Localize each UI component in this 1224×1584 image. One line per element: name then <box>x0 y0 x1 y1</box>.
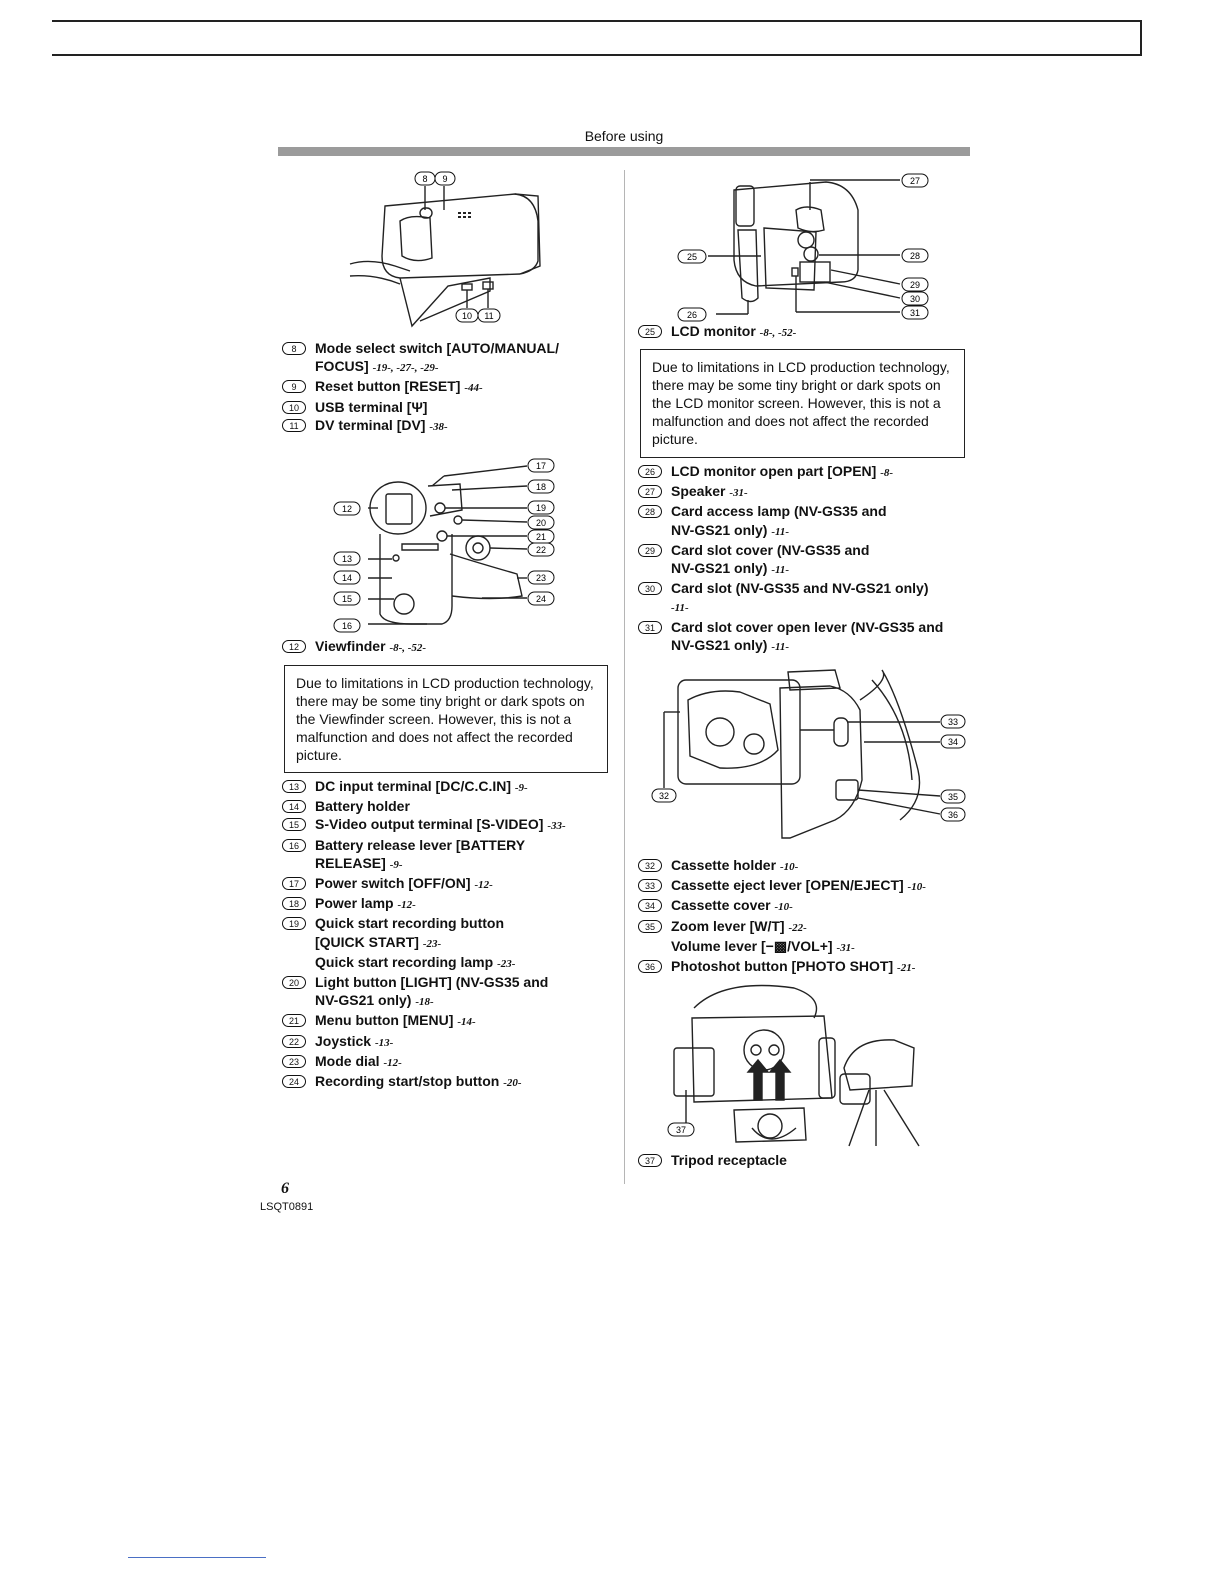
callout-12: 12 <box>341 504 353 514</box>
callout-16: 16 <box>341 621 353 631</box>
list-item: 23 Mode dial -12- <box>282 1052 612 1072</box>
list-item: 29 Card slot cover (NV-GS35 and NV-GS21 only) -11- <box>638 541 978 579</box>
lcd-note-box: Due to limitations in LCD production technology, there may be some tiny bright or dark spots on the LCD monitor screen. However, this is not a malfunction and does not affect the recorded picture. <box>640 349 965 458</box>
callout-33: 33 <box>947 717 959 727</box>
callout-30: 30 <box>909 294 921 304</box>
figure-camera-side-terminals <box>340 166 550 328</box>
figure-tripod-receptacle <box>664 978 926 1148</box>
callout-19: 19 <box>535 503 547 513</box>
list-item: 11 DV terminal [DV] -38- <box>282 416 612 436</box>
callout-23: 23 <box>535 573 547 583</box>
parts-list-8-11 <box>282 339 612 436</box>
list-item: 12 Viewfinder -8-, -52- <box>282 637 612 657</box>
list-item: 9 Reset button [RESET] -44- <box>282 377 612 397</box>
page-number: 6 <box>281 1180 289 1197</box>
list-item: 25 LCD monitor -8-, -52- <box>638 322 978 342</box>
callout-36: 36 <box>947 810 959 820</box>
callout-29: 29 <box>909 280 921 290</box>
callout-10: 10 <box>461 311 473 321</box>
parts-list-37 <box>638 1151 978 1169</box>
callout-26: 26 <box>686 310 698 320</box>
list-item: Volume lever [−▩/VOL+] -31- <box>671 937 855 954</box>
list-item: 15 S-Video output terminal [S-VIDEO] -33- <box>282 815 612 835</box>
callout-31: 31 <box>909 308 921 318</box>
parts-list-26-31 <box>638 462 978 656</box>
list-item: 8 Mode select switch [AUTO/MANUAL/ FOCUS] -19-, -27-, -29- <box>282 339 612 377</box>
list-item: 17 Power switch [OFF/ON] -12- <box>282 874 612 894</box>
callout-9: 9 <box>442 174 448 184</box>
document-code: LSQT0891 <box>260 1201 314 1213</box>
list-item: 32 Cassette holder -10- <box>638 856 978 876</box>
callout-20: 20 <box>535 518 547 528</box>
list-item: 19 Quick start recording button [QUICK START] -23- <box>282 914 612 952</box>
list-item: 31 Card slot cover open lever (NV-GS35 and NV-GS21 only) -11- <box>638 618 978 656</box>
parts-list-32-36 <box>638 856 978 977</box>
callout-15: 15 <box>341 594 353 604</box>
list-item: 30 Card slot (NV-GS35 and NV-GS21 only) -11- <box>638 579 978 617</box>
callout-24: 24 <box>535 594 547 604</box>
callout-28: 28 <box>909 251 921 261</box>
callout-35: 35 <box>947 792 959 802</box>
list-item: 14 Battery holder <box>282 797 612 815</box>
viewfinder-note-box: Due to limitations in LCD production technology, there may be some tiny bright or dark spots on the Viewfinder screen. However, this is not a malfunction and does not affect the recorded picture. <box>284 665 608 773</box>
callout-18: 18 <box>535 482 547 492</box>
callout-17: 17 <box>535 461 547 471</box>
list-item: 37 Tripod receptacle <box>638 1151 978 1169</box>
section-title-bar <box>278 147 970 156</box>
parts-list-13-24 <box>282 777 612 1092</box>
footnote-rule <box>128 1557 266 1558</box>
callout-8: 8 <box>422 174 428 184</box>
list-item: 21 Menu button [MENU] -14- <box>282 1011 612 1031</box>
callout-27: 27 <box>909 176 921 186</box>
callout-25: 25 <box>686 252 698 262</box>
list-item: 35 Zoom lever [W/T] -22- <box>638 917 978 937</box>
figure-camera-lcd-side <box>676 170 958 322</box>
callout-21: 21 <box>535 532 547 542</box>
callout-11: 11 <box>484 311 494 321</box>
section-title: Before using <box>584 128 664 144</box>
column-divider <box>624 170 625 1184</box>
list-item: 28 Card access lamp (NV-GS35 and NV-GS21 only) -11- <box>638 502 978 540</box>
figure-camera-cassette-side <box>650 660 968 846</box>
parts-list-25 <box>638 322 978 342</box>
list-item: 18 Power lamp -12- <box>282 894 612 914</box>
list-item: 33 Cassette eject lever [OPEN/EJECT] -10- <box>638 876 978 896</box>
list-item: 27 Speaker -31- <box>638 482 978 502</box>
figure-camera-rear <box>332 456 564 636</box>
list-item: 10 USB terminal [Ψ] <box>282 398 612 416</box>
callout-14: 14 <box>341 573 353 583</box>
list-item: 13 DC input terminal [DC/C.C.IN] -9- <box>282 777 612 797</box>
list-item: 22 Joystick -13- <box>282 1032 612 1052</box>
list-item: 16 Battery release lever [BATTERY RELEASE] -9- <box>282 836 612 874</box>
list-item: 36 Photoshot button [PHOTO SHOT] -21- <box>638 957 978 977</box>
callout-13: 13 <box>341 554 353 564</box>
callout-32: 32 <box>658 791 670 801</box>
top-frame <box>52 20 1142 56</box>
callout-37: 37 <box>675 1125 687 1135</box>
parts-list-12 <box>282 637 612 657</box>
list-item: 26 LCD monitor open part [OPEN] -8- <box>638 462 978 482</box>
list-item: Quick start recording lamp -23- <box>315 953 516 970</box>
list-item: 24 Recording start/stop button -20- <box>282 1072 612 1092</box>
list-item: 34 Cassette cover -10- <box>638 896 978 916</box>
callout-22: 22 <box>535 545 547 555</box>
callout-34: 34 <box>947 737 959 747</box>
list-item: 20 Light button [LIGHT] (NV-GS35 and NV-GS21 only) -18- <box>282 973 612 1011</box>
